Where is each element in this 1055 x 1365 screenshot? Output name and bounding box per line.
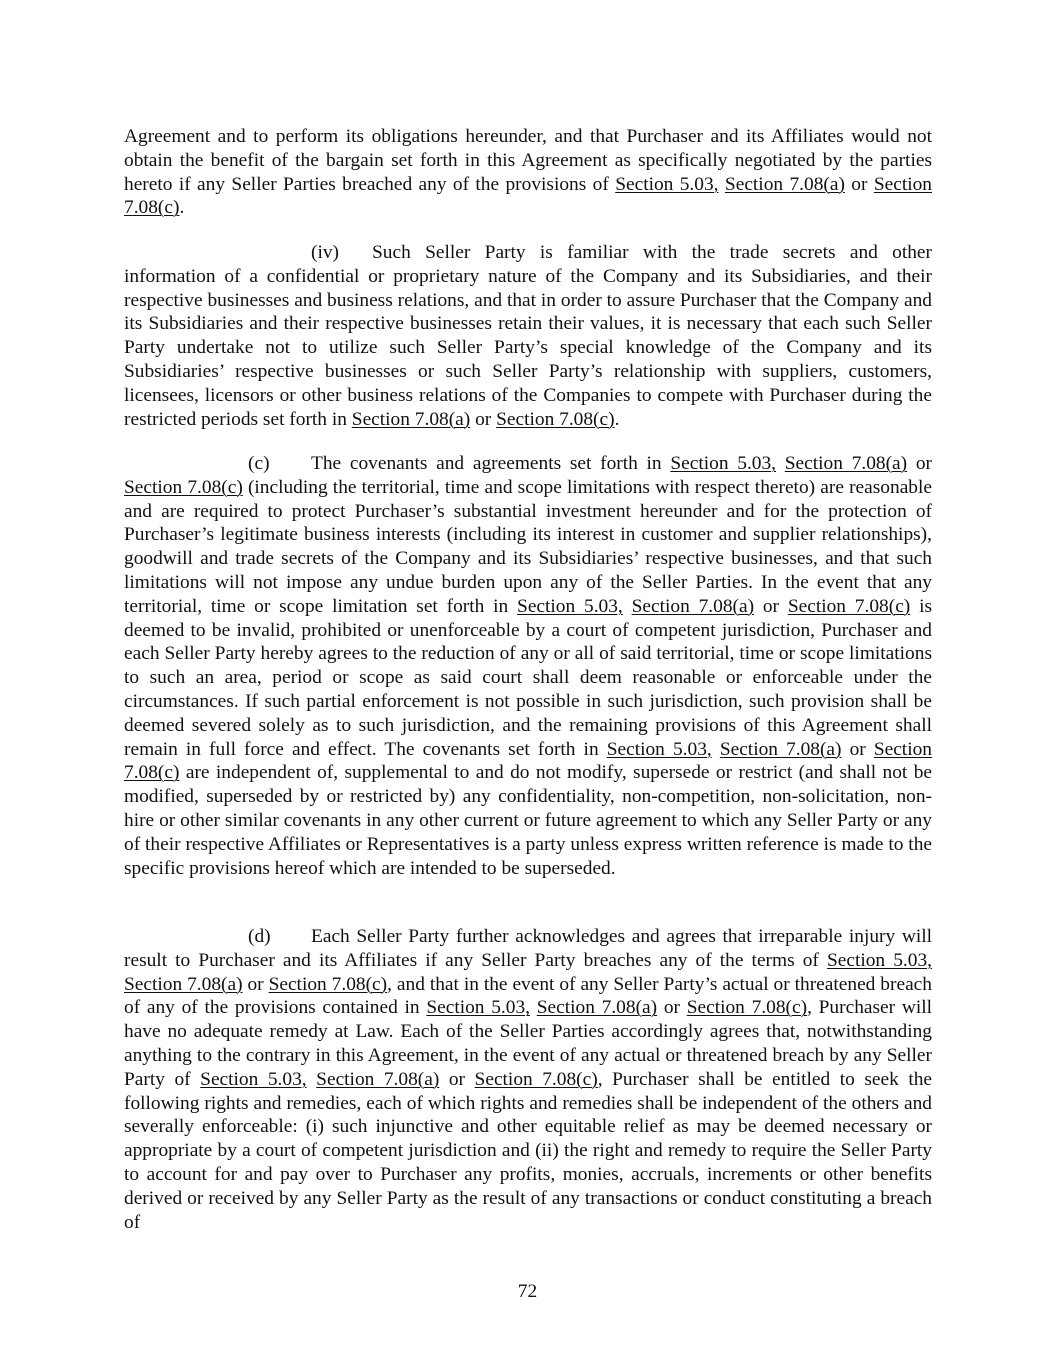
paragraph-text: . xyxy=(614,408,620,430)
section-reference: Section 7.08(a) xyxy=(124,973,243,995)
section-reference: Section 7.08(c) xyxy=(268,973,388,995)
paragraph-text: The covenants and agreements set forth in xyxy=(311,453,671,474)
paragraph-text: or xyxy=(844,173,874,195)
section-reference: Section 5.03, xyxy=(517,595,623,617)
section-reference: Section 7.08(c) xyxy=(124,476,243,498)
section-reference: Section 5.03, xyxy=(670,453,777,474)
section-reference: Section 7.08(c) xyxy=(124,173,932,219)
section-reference: Section 5.03, xyxy=(200,1068,307,1090)
section-reference: Section 5.03, xyxy=(615,173,719,195)
paragraph-text: or xyxy=(754,595,788,617)
section-reference: Section 7.08(c) xyxy=(686,997,808,1019)
paragraph-text: (including the territorial, time and scope limitations with respect thereto) are reasonable and are required to protect Purchaser’s substantial investment hereunder and for the protection of Purchaser’s legitimate business interests (including its interest in customer and supplier relationships), goodwill and trade secrets of the Company and its Subsidiaries’ respective businesses, and that such limitations will not impose any undue burden upon any of the Seller Parties. In the event that any territorial, time or scope limitation set forth in xyxy=(124,476,932,617)
paragraph-text: , Purchaser will have no adequate remedy at Law. Each of the Seller Parties accordingly agrees that, notwithstanding anything to the contrary in this Agreement, in the event of any actual or threatened breach by any Seller Party of xyxy=(124,997,932,1090)
section-reference: Section 7.08(a) xyxy=(316,1068,440,1090)
section-reference: Section 7.08(a) xyxy=(719,738,842,760)
section-reference: Section 7.08(a) xyxy=(784,453,908,474)
section-reference: Section 7.08(a) xyxy=(536,997,658,1019)
paragraph-text: , and that in the event of any Seller Party’s actual or threatened breach of any of the provisions contained in xyxy=(124,973,932,1019)
paragraph-label: (d) xyxy=(248,926,271,947)
section-reference: Section 7.08(a) xyxy=(724,173,845,195)
paragraph-label: (c) xyxy=(248,453,270,474)
paragraph-text xyxy=(623,596,632,617)
section-reference: Section 5.03, xyxy=(826,949,932,971)
paragraph-c xyxy=(124,452,932,880)
paragraph-text: is deemed to be invalid, prohibited or unenforceable by a court of competent jurisdiction, Purchaser and each Seller Party hereby agrees to the reduction of any or all of said territorial, time or scope limitations to such an area, period or scope as said court shall deem reasonable or enforceable under the circumstances. If such partial enforcement is not possible in such jurisdiction, such provision shall be deemed severed solely as to such jurisdiction, and the remaining provisions of this Agreement shall remain in full force and effect. The covenants set forth in xyxy=(124,595,933,760)
paragraph-text: Each Seller Party further acknowledges and agrees that irreparable injury will result to Purchaser and its Affiliates if any Seller Party breaches any of the terms of xyxy=(124,926,932,971)
section-reference: Section 5.03, xyxy=(606,738,712,760)
page-number: 72 xyxy=(517,1281,538,1302)
paragraph-text xyxy=(530,997,537,1018)
paragraph-text: , Purchaser shall be entitled to seek the following rights and remedies, each of which rights and remedies shall be independent of the others and severally enforceable: (i) such injunctive and other equitable relief as may be deemed necessary or appropriate by a court of competent jurisdiction and (ii) the right and remedy to require the Seller Party to account for and pay over to Purchaser any profits, monies, accruals, increments or other benefits derived or received by any Seller Party as the result of any transactions or conduct constituting a breach of xyxy=(124,1068,933,1233)
paragraph-text: Agreement and to perform its obligations hereunder, and that Purchaser and its Affiliates would not obtain the benefit of the bargain set forth in this Agreement as specifically negotiated by the parties hereto if any Seller Parties breached any of the provisions of xyxy=(124,126,932,195)
paragraph-text: Such Seller Party is familiar with the trade secrets and other information of a confidential or proprietary nature of the Company and its Subsidiaries, and their respective businesses and business relations, and that in order to assure Purchaser that the Company and its Subsidiaries and their respective businesses retain their values, it is necessary that each such Seller Party undertake not to utilize such Seller Party’s special knowledge of the Company and its Subsidiaries’ respective businesses or such Seller Party’s relationship with suppliers, customers, licensees, licensors or other business relations of the Companies to compete with Purchaser during the restricted periods set forth in xyxy=(124,242,932,430)
section-reference: Section 7.08(c) xyxy=(474,1068,598,1090)
section-reference: Section 5.03, xyxy=(426,997,531,1019)
paragraph-continuation xyxy=(124,125,932,220)
paragraph-text xyxy=(776,453,785,474)
section-reference: Section 7.08(a) xyxy=(631,595,755,617)
paragraph-text xyxy=(712,739,720,760)
paragraph-text: or xyxy=(470,408,497,430)
section-reference: Section 7.08(c) xyxy=(496,408,615,430)
section-reference: Section 7.08(a) xyxy=(351,408,471,430)
section-reference: Section 7.08(c) xyxy=(787,595,911,617)
paragraph-label: (iv) xyxy=(311,242,339,263)
paragraph-iv xyxy=(124,241,932,431)
paragraph-text: are independent of, supplemental to and do not modify, supersede or restrict (and shall not be modified, superseded by or restricted by) any confidentiality, non-competition, non-solicitation, non-hire or other similar covenants in any other current or future agreement to which any Seller Party or any of their respective Affiliates or Representatives is a party unless express written reference is made to the specific provisions hereof which are intended to be superseded. xyxy=(124,762,932,879)
paragraph-text: or xyxy=(439,1068,475,1090)
paragraph-text: or xyxy=(907,453,932,474)
paragraph-text: or xyxy=(242,973,269,995)
paragraph-text xyxy=(307,1069,317,1090)
paragraph-d xyxy=(124,925,932,1234)
paragraph-text: or xyxy=(841,738,874,760)
paragraph-text: . xyxy=(179,197,185,219)
section-reference: Section 7.08(c) xyxy=(124,738,932,784)
paragraph-text: or xyxy=(657,997,687,1019)
